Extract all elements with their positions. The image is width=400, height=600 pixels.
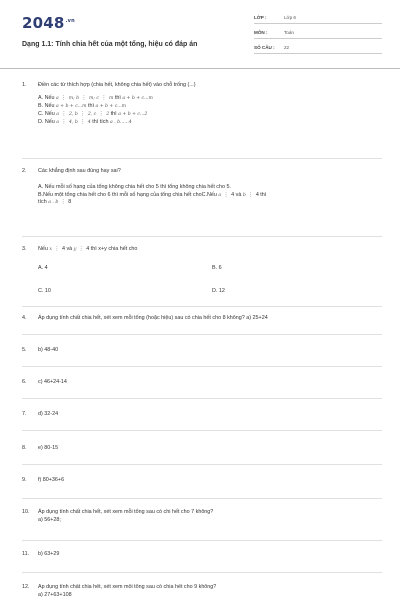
meta-count-label: SỐ CÂU :	[254, 45, 275, 50]
statement-text: 4 và	[231, 191, 242, 198]
prompt-text: 4 thì x+y chia hết cho	[86, 246, 138, 252]
option-mid: thì	[88, 102, 95, 109]
math-expr: a . b......4	[109, 119, 132, 125]
option-c[interactable]	[38, 111, 382, 119]
math-expr: m; c	[89, 95, 99, 101]
meta-subject-row	[254, 27, 382, 39]
question-number: 3.	[22, 246, 27, 252]
question-number: 9.	[22, 477, 27, 483]
choice-d[interactable]: D. 12	[212, 288, 225, 294]
option-d[interactable]	[38, 119, 382, 127]
math-expr: a	[55, 95, 59, 101]
logo-suffix: .vn	[65, 18, 75, 24]
math-expr: a . b	[48, 200, 59, 206]
divides-symbol: ⋮	[248, 191, 254, 198]
divides-symbol: ⋮	[78, 246, 84, 252]
option-mid: thì	[110, 110, 117, 117]
question-number: 12.	[22, 584, 30, 590]
question-9	[22, 477, 382, 487]
divides-symbol: ⋮	[61, 94, 67, 101]
question-text: b) 48-40	[38, 347, 59, 353]
math-expr: m	[108, 95, 114, 101]
question-text: e) 80-15	[38, 445, 59, 451]
statement-text: tích	[38, 199, 47, 206]
choice-c[interactable]: C. 10	[38, 288, 51, 294]
question-10	[22, 509, 382, 527]
divides-symbol: ⋮	[60, 199, 66, 206]
option-prefix: D. Nếu	[38, 118, 55, 125]
divides-symbol: ⋮	[80, 110, 86, 117]
divides-symbol: ⋮	[81, 94, 87, 101]
statement-text: B.Nếu một tổng chia hết cho 6 thì mỗi số hạng của tổng chia hết choC.Nếu	[38, 191, 217, 198]
question-prompt: Các khẳng định sau đúng hay sai?	[38, 168, 121, 174]
math-expr: 2	[106, 111, 110, 117]
meta-count-row	[254, 42, 382, 54]
question-number: 2.	[22, 168, 27, 174]
math-expr: a	[56, 119, 60, 125]
question-prompt	[38, 246, 382, 254]
meta-class-value: Lớp 6	[284, 15, 296, 20]
question-text: Áp dụng tính chất chia hết, xét xem mỗi tổng (hoặc hiệu) sau có chia hết cho 8 không? a) 25+24	[38, 315, 268, 321]
question-divider	[22, 158, 382, 159]
meta-class-label: LỚP :	[254, 15, 267, 20]
question-12	[22, 584, 382, 600]
math-expr: 2, b	[69, 111, 78, 117]
question-text: b) 63+29	[38, 551, 60, 557]
divides-symbol: ⋮	[54, 246, 60, 252]
meta-subject-label: MÔN :	[254, 30, 268, 35]
question-3	[22, 246, 382, 300]
question-divider	[22, 572, 382, 573]
question-number: 10.	[22, 509, 30, 515]
question-number: 11.	[22, 551, 30, 557]
math-expr: m; b	[68, 95, 80, 101]
question-number: 8.	[22, 445, 27, 451]
question-divider	[22, 236, 382, 237]
question-7	[22, 411, 382, 421]
question-divider	[22, 366, 382, 367]
question-text: c) 46+24-14	[38, 379, 67, 385]
math-expr: a + b + c...m	[122, 95, 153, 101]
question-number: 7.	[22, 411, 27, 417]
option-b[interactable]	[38, 103, 382, 111]
option-a[interactable]	[38, 95, 382, 103]
statement-b	[38, 192, 382, 200]
question-1	[22, 82, 382, 152]
header-divider	[0, 68, 400, 69]
question-4	[22, 315, 382, 325]
math-var: a	[218, 192, 222, 198]
statement-text: 8	[68, 199, 72, 206]
question-6	[22, 379, 382, 389]
question-5	[22, 347, 382, 357]
statement-b-cont	[38, 199, 382, 207]
worksheet-meta	[254, 12, 382, 57]
option-prefix: A. Nếu	[38, 94, 55, 101]
divides-symbol: ⋮	[223, 191, 229, 198]
question-number: 1.	[22, 82, 27, 88]
statement-text: 4 thì	[255, 191, 267, 198]
statement-a: A. Nếu mỗi số hạng của tổng không chia hết cho 5 thì tổng không chia hết cho 5.	[38, 183, 231, 190]
math-var: b	[242, 192, 246, 198]
question-11	[22, 551, 382, 561]
question-divider	[22, 464, 382, 465]
question-prompt: Điền các từ thích hợp (chia hết, không chia hết) vào chỗ trống (...)	[38, 82, 196, 88]
logo-text: 2048	[22, 14, 65, 32]
divides-symbol: ⋮	[101, 94, 107, 101]
prompt-text: 4 và	[61, 246, 73, 252]
question-text: d) 32-24	[38, 411, 59, 417]
math-expr: a + b + c...2	[118, 111, 148, 117]
math-expr: 4	[87, 119, 91, 125]
divides-symbol: ⋮	[80, 118, 86, 125]
divides-symbol: ⋮	[98, 110, 104, 117]
choice-b[interactable]: B. 6	[212, 265, 222, 271]
meta-subject-value: Toán	[284, 30, 294, 35]
math-expr: a + b + c...m	[55, 103, 87, 109]
choice-a[interactable]: A. 4	[38, 265, 48, 271]
math-expr: 4, b	[69, 119, 78, 125]
question-text: Áp dụng tính chất chia hết, xét xem mỗi tổng sau có chia hết cho 9 không?	[38, 584, 217, 590]
math-expr: a + b + c...m	[95, 103, 127, 109]
math-expr: 2, c	[87, 111, 97, 117]
question-number: 4.	[22, 315, 27, 321]
worksheet-title: Dạng 1.1: Tính chia hết của một tổng, hiệu có đáp án	[22, 41, 198, 48]
meta-class-row	[254, 12, 382, 24]
question-divider	[22, 540, 382, 541]
math-var: y	[73, 247, 77, 252]
question-divider	[22, 498, 382, 499]
math-var: x	[49, 247, 52, 252]
meta-count-value: 22	[284, 45, 290, 50]
question-divider	[22, 398, 382, 399]
divides-symbol: ⋮	[61, 110, 67, 117]
question-divider	[22, 430, 382, 431]
question-divider	[22, 306, 382, 307]
option-mid: thì tích	[92, 118, 109, 125]
divides-symbol: ⋮	[61, 118, 67, 125]
question-number: 6.	[22, 379, 27, 385]
math-expr: a	[56, 111, 60, 117]
site-logo[interactable]	[22, 14, 75, 32]
option-mid: thì	[114, 94, 121, 101]
question-subpart: a) 27+63+108	[38, 591, 72, 598]
question-text: Áp dụng tính chất chia hết, xét xem mỗi tổng sau có chi hết cho 7 không?	[38, 509, 214, 515]
option-prefix: C. Nếu	[38, 110, 55, 117]
worksheet-header	[22, 12, 382, 62]
question-subpart: a) 56+28;	[38, 516, 61, 523]
question-number: 5.	[22, 347, 27, 353]
question-text: f) 80+36+6	[38, 477, 65, 483]
question-2	[22, 168, 382, 228]
option-prefix: B. Nếu	[38, 102, 55, 109]
question-divider	[22, 334, 382, 335]
prompt-text: Nếu	[38, 246, 48, 252]
question-8	[22, 445, 382, 455]
